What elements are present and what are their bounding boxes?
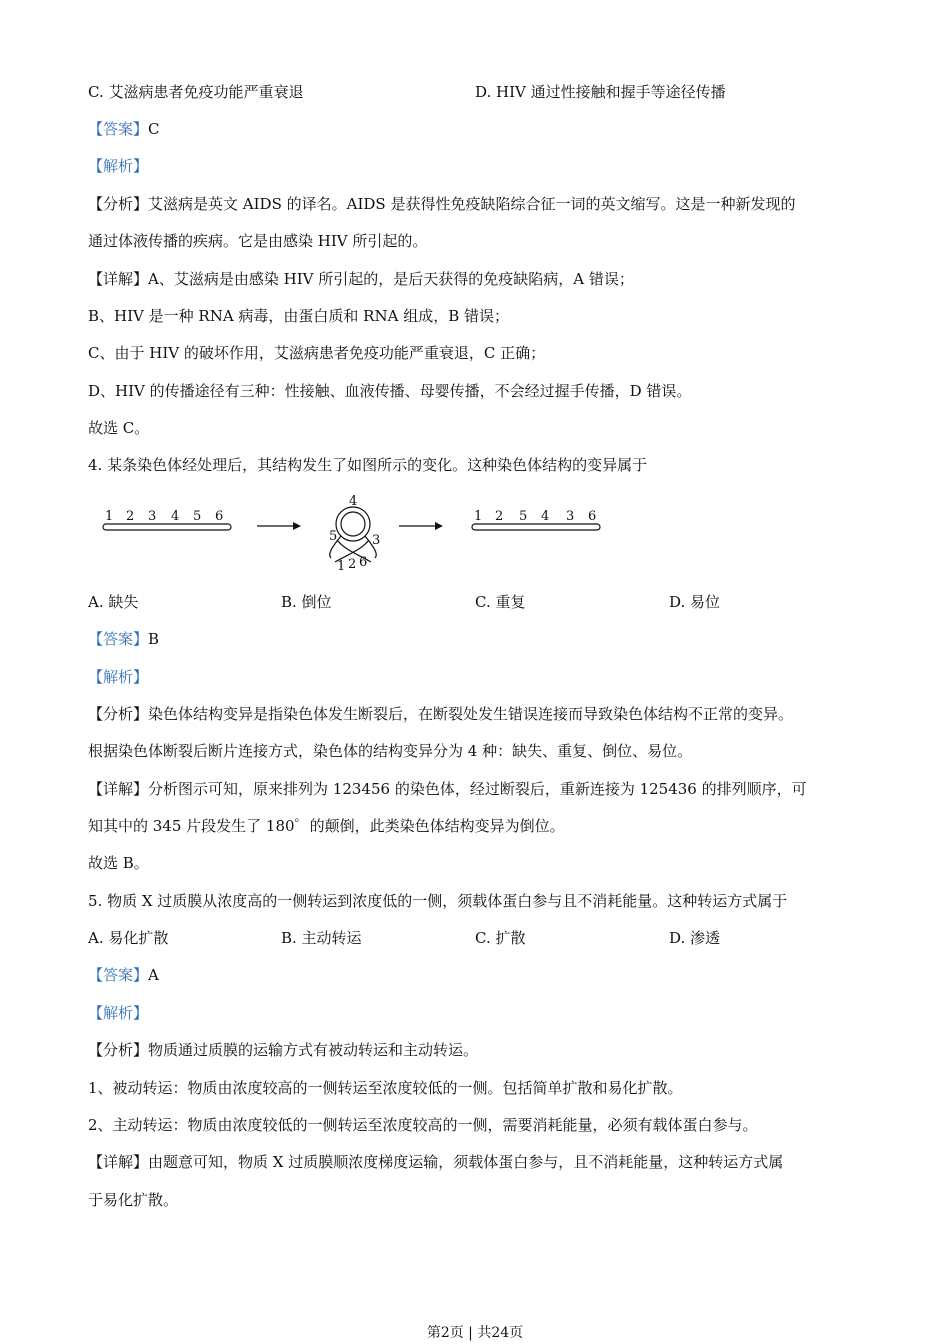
q5-detail-line-1	[88, 1152, 783, 1172]
after-labels	[474, 509, 596, 524]
q3-detail-line-1	[88, 269, 634, 289]
q4-analysis-line-1	[88, 704, 793, 724]
after-label: 5	[519, 509, 528, 524]
answer-value: A	[148, 966, 159, 984]
chromosome-before	[103, 524, 231, 530]
detail-tag: 【详解】	[88, 270, 149, 288]
after-label: 1	[474, 509, 483, 524]
after-label: 3	[566, 509, 575, 524]
q5-detail-line-2: 于易化扩散。	[88, 1191, 179, 1209]
q5-answer	[88, 965, 159, 985]
detail-text: 由题意可知，物质 X 过质膜顺浓度梯度运输，须载体蛋白参与，且不消耗能量，这种转运方式属	[148, 1153, 784, 1171]
analysis-tag: 【分析】	[88, 1041, 149, 1059]
q3-detail-line-2: B、HIV 是一种 RNA 病毒，由蛋白质和 RNA 组成，B 错误；	[88, 307, 509, 325]
q5-option-d: D. 渗透	[669, 929, 721, 947]
q4-detail-line-2: 知其中的 345 片段发生了 180゜的颠倒，此类染色体结构变异为倒位。	[88, 817, 565, 835]
chromosome-inversion-figure	[95, 492, 615, 574]
detail-tag: 【详解】	[88, 780, 149, 798]
q5-option-b: B. 主动转运	[281, 929, 362, 947]
loop-label: 6	[359, 555, 368, 570]
loop-label: 4	[349, 494, 358, 509]
q4-detail-line-1	[88, 779, 807, 799]
q3-detail-line-4: D、HIV 的传播途径有三种：性接触、血液传播、母婴传播，不会经过握手传播，D 错误。	[88, 382, 692, 400]
answer-value: B	[148, 630, 160, 648]
detail-tag: 【详解】	[88, 1153, 149, 1171]
chromosome-after	[472, 524, 600, 530]
q4-option-d: D. 易位	[669, 593, 721, 611]
arrow-icon	[257, 522, 301, 530]
answer-value: C	[148, 120, 160, 138]
q5-option-c: C. 扩散	[475, 929, 526, 947]
q3-explain-tag: 【解析】	[88, 157, 149, 175]
q3-answer	[88, 119, 160, 139]
q3-conclusion: 故选 C。	[88, 419, 150, 437]
q4-option-b: B. 倒位	[281, 593, 332, 611]
q5-analysis-line-1	[88, 1040, 478, 1060]
before-label: 3	[148, 509, 157, 524]
analysis-text: 物质通过质膜的运输方式有被动转运和主动转运。	[148, 1041, 479, 1059]
q4-conclusion: 故选 B。	[88, 854, 149, 872]
before-label: 6	[215, 509, 224, 524]
arrow-icon	[399, 522, 443, 530]
q4-analysis-line-2: 根据染色体断裂后断片连接方式，染色体的结构变异分为 4 种：缺失、重复、倒位、易位。	[88, 742, 693, 760]
after-label: 6	[588, 509, 597, 524]
analysis-tag: 【分析】	[88, 705, 149, 723]
before-label: 2	[126, 509, 135, 524]
answer-tag: 【答案】	[88, 120, 149, 138]
q4-option-c: C. 重复	[475, 593, 526, 611]
answer-tag: 【答案】	[88, 966, 149, 984]
q4-option-a: A. 缺失	[88, 593, 139, 611]
q3-analysis-line-2: 通过体液传播的疾病。它是由感染 HIV 所引起的。	[88, 232, 428, 250]
analysis-tag: 【分析】	[88, 195, 149, 213]
loop-label: 2	[348, 557, 357, 572]
before-label: 5	[193, 509, 202, 524]
loop-label: 3	[372, 533, 381, 548]
q3-detail-line-3: C、由于 HIV 的破坏作用，艾滋病患者免疫功能严重衰退，C 正确；	[88, 344, 546, 362]
before-label: 1	[105, 509, 114, 524]
loop-label: 1	[337, 559, 346, 574]
detail-text: A、艾滋病是由感染 HIV 所引起的，是后天获得的免疫缺陷病，A 错误；	[148, 270, 634, 288]
page-footer: 第2页 | 共24页	[426, 1325, 524, 1341]
after-label: 4	[541, 509, 550, 524]
q3-option-d: D. HIV 通过性接触和握手等途径传播	[475, 83, 726, 101]
before-labels	[105, 509, 223, 524]
q5-point-1: 1、被动转运：物质由浓度较高的一侧转运至浓度较低的一侧。包括简单扩散和易化扩散。	[88, 1079, 683, 1097]
loop-label: 5	[329, 529, 338, 544]
analysis-text: 染色体结构变异是指染色体发生断裂后，在断裂处发生错误连接而导致染色体结构不正常的变异。	[148, 705, 794, 723]
after-label: 2	[495, 509, 504, 524]
analysis-text: 艾滋病是英文 AIDS 的译名。AIDS 是获得性免疫缺陷综合征一词的英文缩写。这是一种新发现的	[148, 195, 796, 213]
detail-text: 分析图示可知，原来排列为 123456 的染色体，经过断裂后，重新连接为 125436 的排列顺序，可	[148, 780, 807, 798]
q5-point-2: 2、主动转运：物质由浓度较低的一侧转运至浓度较高的一侧，需要消耗能量，必须有载体蛋白参与。	[88, 1116, 758, 1134]
answer-tag: 【答案】	[88, 630, 149, 648]
loop-labels	[329, 494, 380, 574]
q5-option-a: A. 易化扩散	[88, 929, 169, 947]
q3-option-c: C. 艾滋病患者免疫功能严重衰退	[88, 83, 304, 101]
q4-answer	[88, 629, 159, 649]
q4-explain-tag: 【解析】	[88, 668, 149, 686]
q5-explain-tag: 【解析】	[88, 1004, 149, 1022]
q4-stem: 4. 某条染色体经处理后，其结构发生了如图所示的变化。这种染色体结构的变异属于	[88, 456, 648, 474]
q3-analysis-line-1	[88, 194, 795, 214]
q5-stem: 5. 物质 X 过质膜从浓度高的一侧转运到浓度低的一侧，须载体蛋白参与且不消耗能量。这种转运方式属于	[88, 892, 788, 910]
before-label: 4	[171, 509, 180, 524]
